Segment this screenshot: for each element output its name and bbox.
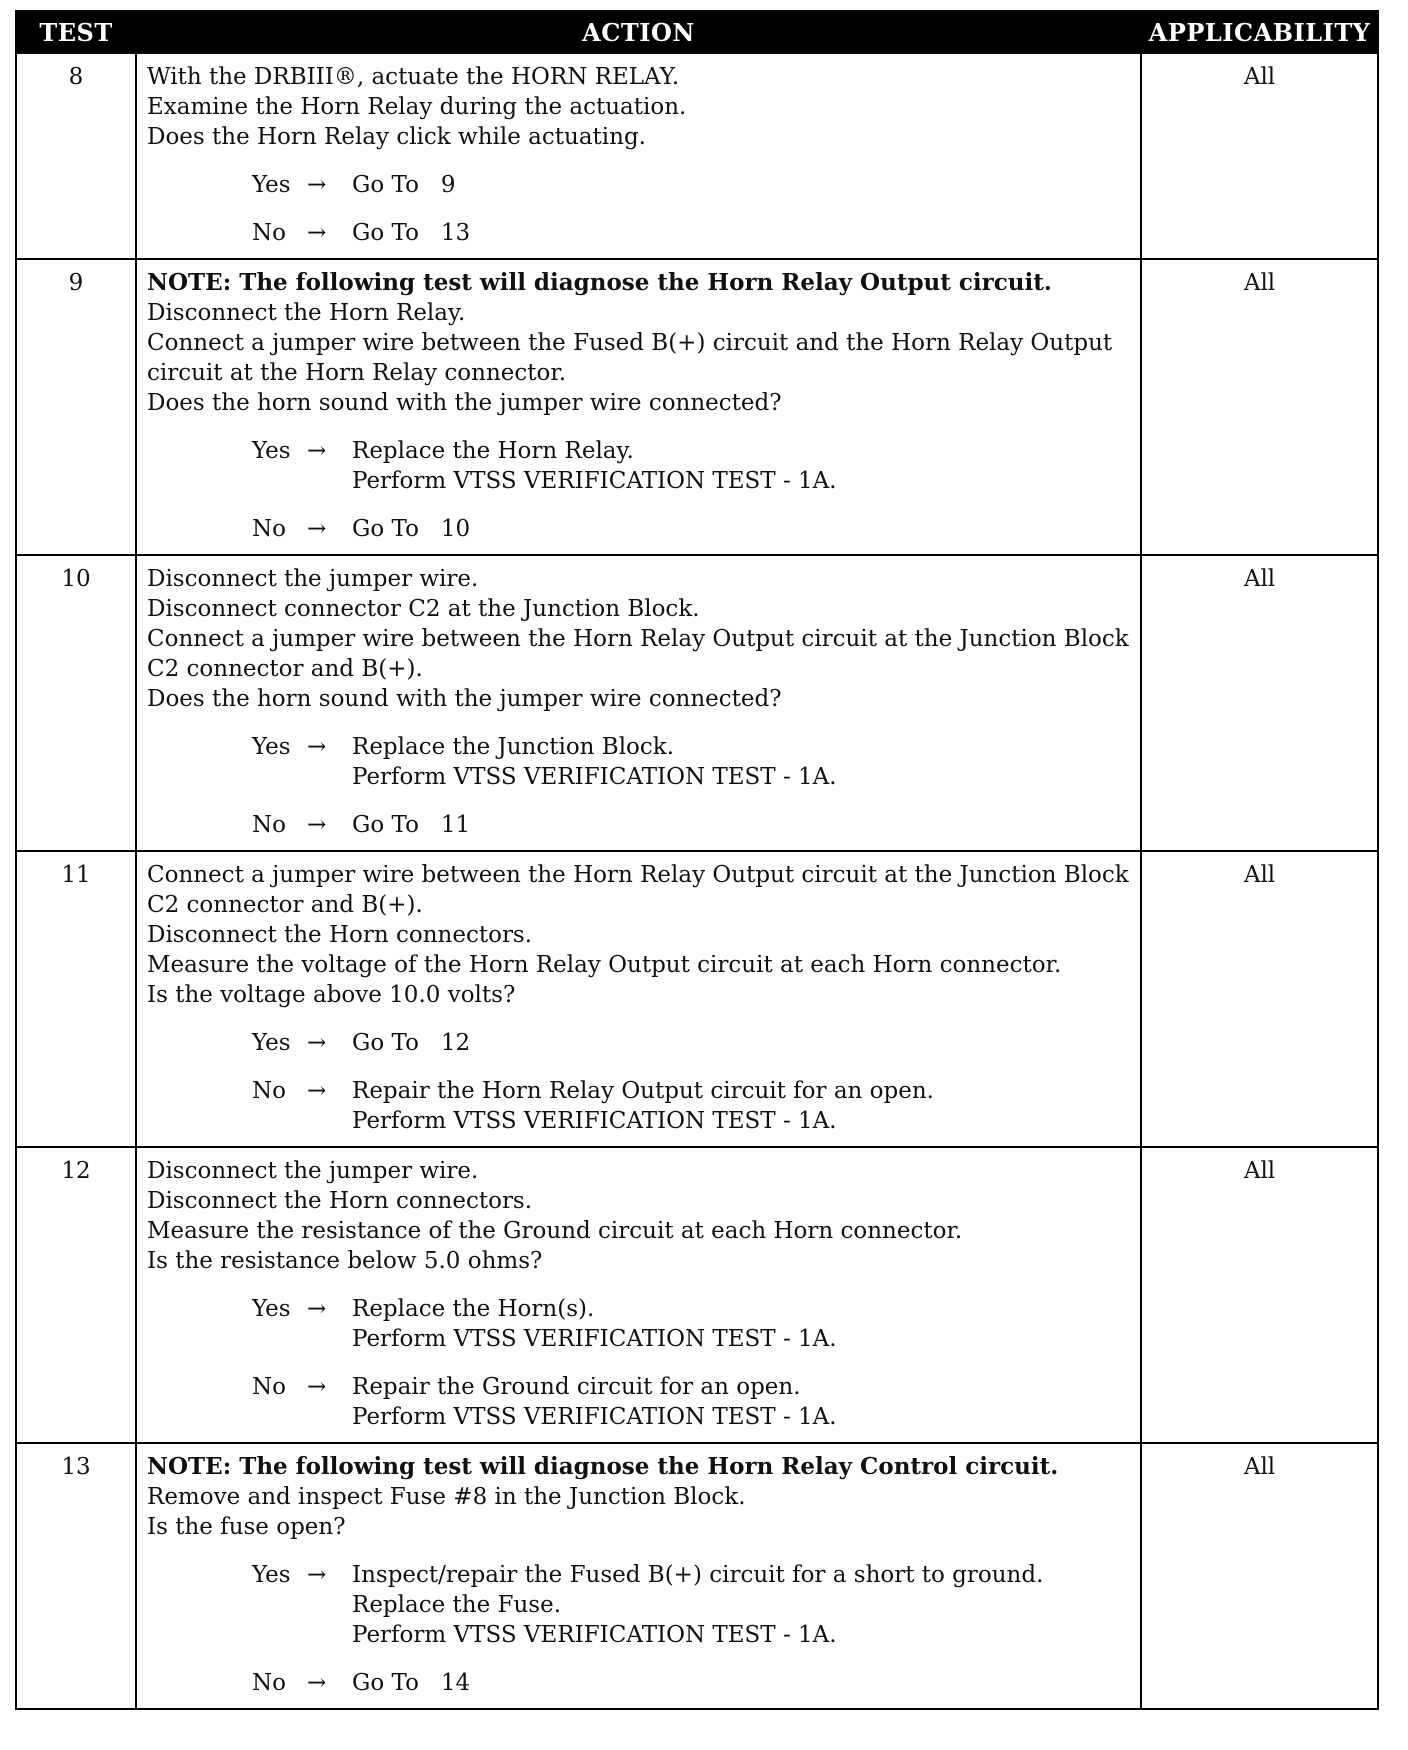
result-target-line: Go To 10 xyxy=(352,516,471,542)
result-label: No xyxy=(252,1078,286,1104)
arrow-icon: → xyxy=(307,1670,327,1696)
table-row xyxy=(16,1147,1378,1443)
test-number: 10 xyxy=(16,555,136,851)
result-branch xyxy=(147,170,1132,200)
action-cell xyxy=(136,53,1141,259)
result-label: No xyxy=(252,1374,286,1400)
arrow-icon: → xyxy=(307,1296,327,1322)
action-step: Does the Horn Relay click while actuating. xyxy=(147,124,646,150)
result-branch xyxy=(147,436,1132,496)
result-targets xyxy=(352,1372,1132,1432)
table-row xyxy=(16,555,1378,851)
action-step: Connect a jumper wire between the Fused B(+) circuit and the Horn Relay Output circuit at the Horn Relay connector. xyxy=(147,330,1113,386)
applicability-value: All xyxy=(1141,1443,1378,1709)
table-row xyxy=(16,1443,1378,1709)
result-branch xyxy=(147,514,1132,544)
header-row xyxy=(16,11,1378,53)
result-targets xyxy=(352,514,1132,544)
result-label: No xyxy=(252,812,286,838)
test-number: 9 xyxy=(16,259,136,555)
result-target-line: Perform VTSS VERIFICATION TEST - 1A. xyxy=(352,1622,837,1648)
result-label: No xyxy=(252,220,286,246)
result-branch xyxy=(147,732,1132,792)
result-label: Yes xyxy=(252,1562,291,1588)
action-step: Measure the resistance of the Ground circuit at each Horn connector. xyxy=(147,1218,963,1244)
action-step: Is the voltage above 10.0 volts? xyxy=(147,982,516,1008)
result-branch xyxy=(147,218,1132,248)
result-target-line: Perform VTSS VERIFICATION TEST - 1A. xyxy=(352,1326,837,1352)
action-step: Disconnect the Horn connectors. xyxy=(147,922,533,948)
result-label: Yes xyxy=(252,1030,291,1056)
action-step: With the DRBIII®, actuate the HORN RELAY. xyxy=(147,64,680,90)
action-step: Connect a jumper wire between the Horn Relay Output circuit at the Junction Block C2 connector and B(+). xyxy=(147,862,1129,918)
test-number: 13 xyxy=(16,1443,136,1709)
action-step: Examine the Horn Relay during the actuation. xyxy=(147,94,687,120)
table-row xyxy=(16,53,1378,259)
arrow-icon: → xyxy=(307,516,327,542)
result-branch xyxy=(147,1028,1132,1058)
action-step: Remove and inspect Fuse #8 in the Junction Block. xyxy=(147,1484,746,1510)
result-targets xyxy=(352,1076,1132,1136)
test-table xyxy=(15,10,1379,1710)
result-target-line: Go To 11 xyxy=(352,812,471,838)
arrow-icon: → xyxy=(307,1078,327,1104)
action-step: Is the resistance below 5.0 ohms? xyxy=(147,1248,543,1274)
result-label: No xyxy=(252,516,286,542)
result-target-line: Perform VTSS VERIFICATION TEST - 1A. xyxy=(352,468,837,494)
result-targets xyxy=(352,1668,1132,1698)
result-target-line: Perform VTSS VERIFICATION TEST - 1A. xyxy=(352,1404,837,1430)
action-step: Does the horn sound with the jumper wire connected? xyxy=(147,390,782,416)
action-step: Measure the voltage of the Horn Relay Output circuit at each Horn connector. xyxy=(147,952,1062,978)
result-branch xyxy=(147,1560,1132,1650)
table-row xyxy=(16,259,1378,555)
arrow-icon: → xyxy=(307,172,327,198)
result-label: Yes xyxy=(252,734,291,760)
arrow-icon: → xyxy=(307,734,327,760)
result-target-line: Perform VTSS VERIFICATION TEST - 1A. xyxy=(352,1108,837,1134)
note-text: NOTE: The following test will diagnose the Horn Relay Control circuit. xyxy=(147,1453,1059,1480)
result-label: No xyxy=(252,1670,286,1696)
result-targets xyxy=(352,436,1132,496)
result-branch xyxy=(147,810,1132,840)
result-branch xyxy=(147,1372,1132,1432)
applicability-value: All xyxy=(1141,259,1378,555)
result-target-line: Go To 14 xyxy=(352,1670,471,1696)
result-label: Yes xyxy=(252,1296,291,1322)
applicability-value: All xyxy=(1141,851,1378,1147)
action-step: Disconnect the Horn connectors. xyxy=(147,1188,533,1214)
applicability-value: All xyxy=(1141,555,1378,851)
result-target-line: Repair the Ground circuit for an open. xyxy=(352,1374,801,1400)
result-target-line: Replace the Junction Block. xyxy=(352,734,675,760)
result-targets xyxy=(352,732,1132,792)
header-test: TEST xyxy=(16,11,136,53)
result-targets xyxy=(352,170,1132,200)
diagnostic-test-table xyxy=(15,10,1377,1710)
action-cell xyxy=(136,851,1141,1147)
header-action: ACTION xyxy=(136,11,1141,53)
result-target-line: Replace the Fuse. xyxy=(352,1592,561,1618)
arrow-icon: → xyxy=(307,812,327,838)
result-branch xyxy=(147,1076,1132,1136)
action-cell xyxy=(136,555,1141,851)
result-target-line: Replace the Horn Relay. xyxy=(352,438,634,464)
test-number: 8 xyxy=(16,53,136,259)
action-cell xyxy=(136,259,1141,555)
result-branch xyxy=(147,1294,1132,1354)
applicability-value: All xyxy=(1141,1147,1378,1443)
arrow-icon: → xyxy=(307,1030,327,1056)
action-step: Is the fuse open? xyxy=(147,1514,346,1540)
arrow-icon: → xyxy=(307,1374,327,1400)
table-row xyxy=(16,851,1378,1147)
test-number: 11 xyxy=(16,851,136,1147)
result-targets xyxy=(352,1294,1132,1354)
result-target-line: Go To 9 xyxy=(352,172,456,198)
result-branch xyxy=(147,1668,1132,1698)
result-target-line: Go To 13 xyxy=(352,220,471,246)
action-step: Disconnect connector C2 at the Junction Block. xyxy=(147,596,700,622)
action-step: Disconnect the jumper wire. xyxy=(147,566,479,592)
result-target-line: Inspect/repair the Fused B(+) circuit for a short to ground. xyxy=(352,1562,1044,1588)
note-text: NOTE: The following test will diagnose the Horn Relay Output circuit. xyxy=(147,269,1052,296)
action-cell xyxy=(136,1147,1141,1443)
result-target-line: Perform VTSS VERIFICATION TEST - 1A. xyxy=(352,764,837,790)
result-label: Yes xyxy=(252,172,291,198)
test-number: 12 xyxy=(16,1147,136,1443)
arrow-icon: → xyxy=(307,220,327,246)
result-targets xyxy=(352,1560,1132,1650)
result-label: Yes xyxy=(252,438,291,464)
result-targets xyxy=(352,1028,1132,1058)
result-targets xyxy=(352,810,1132,840)
arrow-icon: → xyxy=(307,1562,327,1588)
action-step: Does the horn sound with the jumper wire connected? xyxy=(147,686,782,712)
result-target-line: Replace the Horn(s). xyxy=(352,1296,595,1322)
arrow-icon: → xyxy=(307,438,327,464)
result-targets xyxy=(352,218,1132,248)
result-target-line: Repair the Horn Relay Output circuit for an open. xyxy=(352,1078,934,1104)
action-step: Disconnect the Horn Relay. xyxy=(147,300,466,326)
action-cell xyxy=(136,1443,1141,1709)
action-step: Disconnect the jumper wire. xyxy=(147,1158,479,1184)
action-step: Connect a jumper wire between the Horn Relay Output circuit at the Junction Block C2 connector and B(+). xyxy=(147,626,1129,682)
result-target-line: Go To 12 xyxy=(352,1030,471,1056)
header-applicability: APPLICABILITY xyxy=(1141,11,1378,53)
applicability-value: All xyxy=(1141,53,1378,259)
